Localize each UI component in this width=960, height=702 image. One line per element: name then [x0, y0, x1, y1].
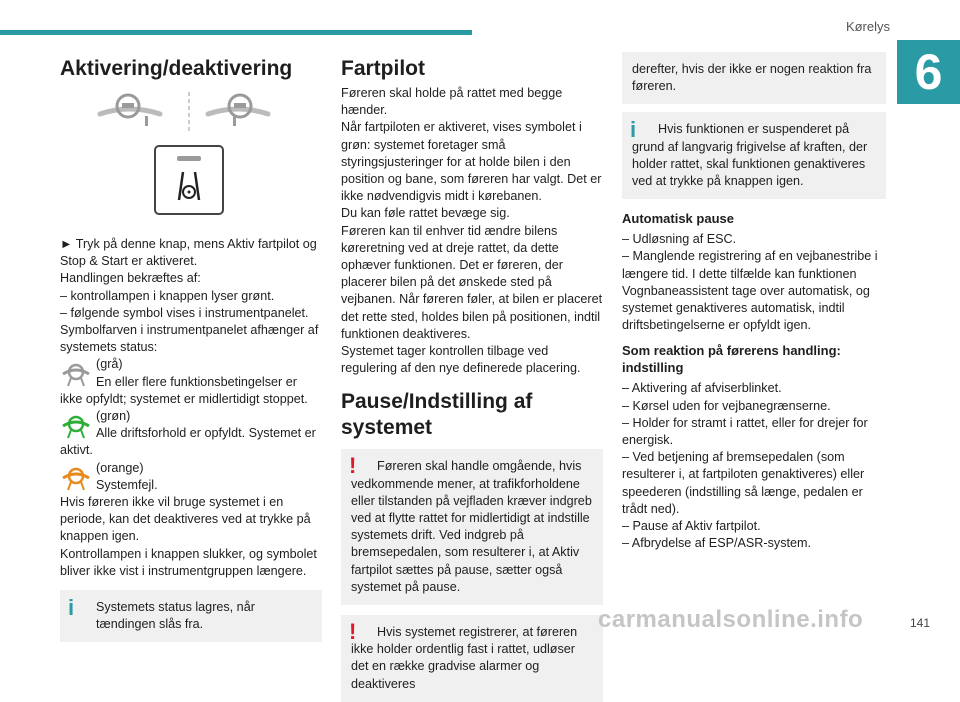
info-text: Systemets status lagres, når tændingen slås fra. — [96, 600, 255, 632]
info-icon: i — [68, 595, 75, 621]
left-steering-wheel-icon — [100, 95, 160, 126]
steering-wheel-illustration — [60, 92, 322, 140]
warning-text: derefter, hvis der ikke er nogen reaktion fra føreren. — [632, 62, 872, 94]
header-accent-bar — [0, 30, 472, 35]
warning-text: Hvis systemet registrerer, at føreren ikke holder ordentlig fast i rattet, udløser det en række gradvise alarmer og deaktiveres — [351, 625, 578, 691]
column-3 — [622, 52, 886, 552]
lane-keeping-button-icon — [60, 144, 322, 218]
warning-text: Føreren skal handle omgående, hvis vedkommende mener, at trafikforholdene eller tilstanden på vejfladen kræver indgreb ved at flytte rattet for midlertidigt at indstille systemets drift. Ved indgreb på bremsepedalen, som resulterer i, at Aktiv fartpilot sættes på pause, sætter også systemet på pause. — [351, 459, 592, 594]
list-item: – Udløsning af ESC. — [622, 232, 737, 247]
right-steering-wheel-icon — [208, 95, 268, 126]
list-item: – Aktivering af afviserblinket. — [622, 381, 782, 396]
paragraph: Systemet tager kontrollen tilbage ved regulering af den nye definerede placering. — [341, 344, 581, 376]
list-item: – Afbrydelse af ESP/ASR-system. — [622, 536, 811, 551]
status-text: En eller flere funktionsbetingelser er ikke opfyldt; systemet er midlertidigt stoppet. — [60, 374, 308, 406]
list-item: – Holder for stramt i rattet, eller for drejer for energisk. — [622, 415, 868, 448]
paragraph: Føreren kan til enhver tid ændre bilens køreretning ved at dreje rattet, da dette ophæver funktionen. Det er føreren, der placerer bilen på det ønskede sted på vejbanen. Når føreren føler, at bilen er placeret det rette sted, holdes bilen på positionen, indtil funktionen deaktiveres. — [341, 223, 603, 341]
info-text: Hvis funktionen er suspenderet på grund af langvarig frigivelse af kraften, der holder rattet, skal funktionen genaktiveres ved at trykke på knappen igen. — [632, 122, 868, 189]
info-box — [60, 590, 322, 642]
paragraph: Du kan føle rattet bevæge sig. — [341, 206, 510, 221]
paragraph: Kontrollampen i knappen slukker, og symbolet bliver ikke vist i instrumentgruppen længere. — [60, 546, 317, 578]
heading-activation: Aktivering/deaktivering — [60, 57, 293, 80]
list-item: – Kørsel uden for vejbanegrænserne. — [622, 398, 831, 413]
lane-keeping-gray-icon — [60, 358, 92, 390]
status-label: (grå) — [96, 357, 123, 372]
warning-box — [341, 615, 603, 702]
watermark: carmanualsonline.info — [598, 606, 864, 633]
status-label: (grøn) — [96, 409, 131, 424]
warning-icon: ! — [349, 453, 357, 479]
column-1 — [60, 52, 322, 642]
status-item-green — [60, 408, 322, 460]
lane-keeping-orange-icon — [60, 462, 92, 494]
paragraph: Når fartpiloten er aktiveret, vises symbolet i grøn: systemet foretager små styringsjusteringer for at holde bilen i den position og bane, som føreren har valgt. Det er ikke nødvendigvis midt i kørebanen. — [341, 120, 602, 204]
heading-automatic-pause: Automatisk pause — [622, 211, 734, 227]
status-label: (orange) — [96, 460, 144, 475]
list-item: – følgende symbol vises i instrumentpanelet. — [60, 305, 309, 320]
warning-box-continued — [622, 52, 886, 104]
heading-cruise-control: Fartpilot — [341, 57, 425, 80]
list-item: – Manglende registrering af en vejbanestribe i længere tid. I dette tilfælde kan funktionen Vognbaneassistent tage over automatisk, og systemet genaktiveres automatisk, indtil driftsbetingelserne er opfyldt igen. — [622, 249, 878, 333]
info-icon: i — [630, 117, 637, 143]
warning-box — [341, 449, 603, 605]
list-item: – Pause af Aktiv fartpilot. — [622, 519, 761, 534]
status-text: Systemfejl. — [96, 477, 158, 492]
paragraph: ► Tryk på denne knap, mens Aktiv fartpilot og Stop & Start er aktiveret. — [60, 237, 317, 269]
info-box — [622, 112, 886, 199]
paragraph: Hvis føreren ikke vil bruge systemet i en periode, kan det deaktiveres ved at trykke på knappen igen. — [60, 495, 311, 544]
chapter-number-badge: 6 — [897, 40, 960, 104]
status-item-gray — [60, 356, 322, 408]
paragraph: Symbolfarven i instrumentpanelet afhænger af systemets status: — [60, 323, 319, 355]
list-item: – Ved betjening af bremsepedalen (som resulterer i, at fartpiloten genaktiveres) eller speederen (indstilling så længe, pedalen er trådt ned). — [622, 450, 865, 516]
section-title: Kørelys — [845, 19, 890, 34]
column-2 — [341, 52, 603, 702]
paragraph: Handlingen bekræftes af: — [60, 271, 201, 286]
heading-driver-action: Som reaktion på førerens handling: indstilling — [622, 343, 841, 376]
warning-icon: ! — [349, 619, 357, 645]
paragraph: Føreren skal holde på rattet med begge hænder. — [341, 86, 563, 118]
status-item-orange — [60, 460, 322, 494]
lane-keeping-green-icon — [60, 410, 92, 442]
status-text: Alle driftsforhold er opfyldt. Systemet er aktivt. — [60, 426, 316, 458]
list-item: – kontrollampen i knappen lyser grønt. — [60, 288, 275, 303]
page-number: 141 — [909, 616, 930, 630]
heading-pause-setting: Pause/Indstilling af systemet — [341, 390, 533, 440]
